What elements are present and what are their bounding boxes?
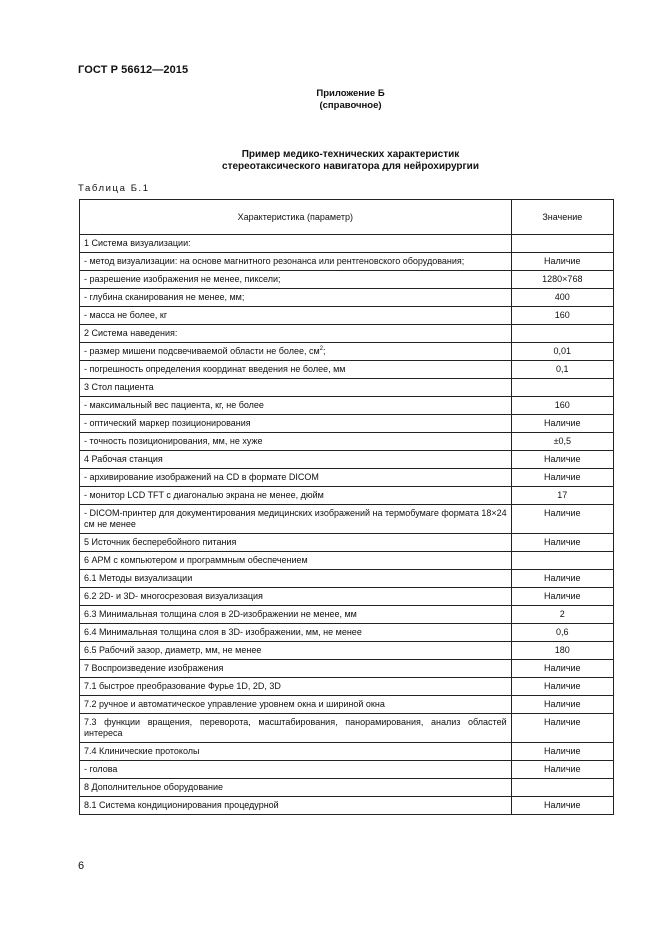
value-cell: 0,6: [511, 624, 613, 642]
parameter-text: 4 Рабочая станция: [84, 454, 163, 464]
table-row: [80, 271, 614, 289]
table-row: [80, 779, 614, 797]
parameter-cell: [80, 588, 512, 606]
value-cell: Наличие: [511, 714, 613, 743]
parameter-cell: [80, 397, 512, 415]
value-cell: [511, 325, 613, 343]
table-row: [80, 325, 614, 343]
standard-designation: ГОСТ Р 56612—2015: [78, 64, 189, 76]
parameter-text: 8.1 Система кондиционирования процедурной: [84, 800, 279, 810]
table-row: [80, 642, 614, 660]
parameter-text: 8 Дополнительное оборудование: [84, 782, 224, 792]
parameter-cell: [80, 451, 512, 469]
parameter-text: 7.2 ручное и автоматическое управление уровнем окна и шириной окна: [84, 699, 385, 709]
parameter-cell: [80, 289, 512, 307]
parameter-text: 7.4 Клинические протоколы: [84, 746, 200, 756]
parameter-cell: [80, 343, 512, 361]
value-cell: [511, 235, 613, 253]
parameter-text: - размер мишени подсвечиваемой области не более, см: [84, 346, 320, 356]
table-header-row: [80, 200, 614, 235]
parameter-text: 3 Стол пациента: [84, 382, 154, 392]
document-title-line1: Пример медико-технических характеристик: [241, 149, 460, 160]
value-cell: Наличие: [511, 253, 613, 271]
parameter-cell: [80, 642, 512, 660]
value-cell: Наличие: [511, 534, 613, 552]
table-row: [80, 588, 614, 606]
value-cell: 17: [511, 487, 613, 505]
parameter-cell: [80, 469, 512, 487]
parameter-text: 5 Источник бесперебойного питания: [84, 537, 237, 547]
parameter-text: 7.3 функции вращения, переворота, масштабирования, панорамирования, анализ областей интереса: [84, 717, 507, 738]
page-number: 6: [78, 860, 85, 872]
parameter-text: 2 Система наведения:: [84, 328, 178, 338]
parameter-cell: [80, 534, 512, 552]
parameter-cell: [80, 779, 512, 797]
table-row: [80, 379, 614, 397]
table-label: Таблица Б.1: [78, 183, 150, 194]
value-cell: 160: [511, 397, 613, 415]
parameter-cell: [80, 271, 512, 289]
value-cell: [511, 779, 613, 797]
value-cell: Наличие: [511, 415, 613, 433]
parameter-text: 6.4 Минимальная толщина слоя в 3D- изображении, мм, не менее: [84, 627, 362, 637]
value-cell: Наличие: [511, 469, 613, 487]
value-cell: [511, 379, 613, 397]
parameter-text: - разрешение изображения не менее, пиксели;: [84, 274, 281, 284]
table-row: [80, 307, 614, 325]
value-cell: [511, 552, 613, 570]
table-row: [80, 235, 614, 253]
parameter-text: - монитор LCD TFT с диагональю экрана не менее, дюйм: [84, 490, 324, 500]
value-cell: 160: [511, 307, 613, 325]
parameter-cell: [80, 307, 512, 325]
column-header-parameter: Характеристика (параметр): [80, 200, 512, 235]
table-row: [80, 552, 614, 570]
parameter-cell: [80, 678, 512, 696]
document-title-line2: стереотаксического навигатора для нейрохирургии: [222, 161, 479, 172]
value-cell: Наличие: [511, 660, 613, 678]
parameter-cell: [80, 487, 512, 505]
table-row: [80, 570, 614, 588]
table-body: [80, 235, 614, 815]
parameter-cell: [80, 570, 512, 588]
parameter-cell: [80, 743, 512, 761]
table-row: [80, 714, 614, 743]
parameter-text: - точность позиционирования, мм, не хуже: [84, 436, 263, 446]
parameter-text: - максимальный вес пациента, кг, не более: [84, 400, 264, 410]
value-cell: Наличие: [511, 678, 613, 696]
table-row: [80, 397, 614, 415]
parameter-cell: [80, 606, 512, 624]
superscript-text: 2: [319, 346, 324, 352]
table-row: [80, 415, 614, 433]
parameter-text: 6 АРМ с компьютером и программным обеспечением: [84, 555, 308, 565]
parameter-text: 6.3 Минимальная толщина слоя в 2D-изображении не менее, мм: [84, 609, 357, 619]
value-cell: Наличие: [511, 570, 613, 588]
value-cell: 2: [511, 606, 613, 624]
parameter-cell: [80, 714, 512, 743]
table-row: [80, 469, 614, 487]
parameter-text: 6.5 Рабочий зазор, диаметр, мм, не менее: [84, 645, 262, 655]
parameter-text: - погрешность определения координат введения не более, мм: [84, 364, 346, 374]
parameter-text: 7 Воспроизведение изображения: [84, 663, 224, 673]
appendix-note: (справочное): [319, 100, 382, 111]
parameter-cell: [80, 696, 512, 714]
value-cell: 1280×768: [511, 271, 613, 289]
parameter-text: - DICOM-принтер для документирования медицинских изображений на термобумаге формата 18×24 см не менее: [84, 508, 507, 529]
parameter-cell: [80, 505, 512, 534]
parameter-text: - архивирование изображений на CD в формате DICOM: [84, 472, 319, 482]
value-cell: Наличие: [511, 743, 613, 761]
parameter-cell: [80, 433, 512, 451]
parameter-text: - голова: [84, 764, 118, 774]
table-row: [80, 696, 614, 714]
table-row: [80, 361, 614, 379]
parameter-cell: [80, 325, 512, 343]
parameter-text: - метод визуализации: на основе магнитного резонанса или рентгеновского оборудования;: [84, 256, 465, 266]
table-row: [80, 534, 614, 552]
value-cell: Наличие: [511, 588, 613, 606]
parameter-cell: [80, 660, 512, 678]
value-cell: Наличие: [511, 505, 613, 534]
column-header-value: Значение: [511, 200, 613, 235]
table-row: [80, 660, 614, 678]
parameter-text: - оптический маркер позиционирования: [84, 418, 251, 428]
value-cell: Наличие: [511, 797, 613, 815]
table-row: [80, 761, 614, 779]
value-cell: Наличие: [511, 451, 613, 469]
parameter-text: 6.1 Методы визуализации: [84, 573, 193, 583]
value-cell: 180: [511, 642, 613, 660]
appendix-heading: Приложение Б: [316, 88, 385, 99]
parameter-cell: [80, 624, 512, 642]
value-cell: 0,01: [511, 343, 613, 361]
value-cell: 0,1: [511, 361, 613, 379]
parameter-cell: [80, 361, 512, 379]
parameter-cell: [80, 552, 512, 570]
table-row: [80, 743, 614, 761]
parameter-text: - глубина сканирования не менее, мм;: [84, 292, 245, 302]
table-row: [80, 289, 614, 307]
value-cell: Наличие: [511, 761, 613, 779]
value-cell: 400: [511, 289, 613, 307]
table-row: [80, 487, 614, 505]
parameter-text: 1 Система визуализации:: [84, 238, 191, 248]
parameter-cell: [80, 415, 512, 433]
value-cell: Наличие: [511, 696, 613, 714]
table-row: [80, 624, 614, 642]
parameter-cell: [80, 797, 512, 815]
table-row: [80, 678, 614, 696]
value-cell: ±0,5: [511, 433, 613, 451]
table-row: [80, 606, 614, 624]
table-row: [80, 505, 614, 534]
parameter-text: 6.2 2D- и 3D- многосрезовая визуализация: [84, 591, 263, 601]
specification-table: [79, 199, 614, 815]
parameter-suffix: ;: [323, 346, 326, 356]
table-row: [80, 433, 614, 451]
parameter-text: 7.1 быстрое преобразование Фурье 1D, 2D, 3D: [84, 681, 281, 691]
table-row: [80, 343, 614, 361]
parameter-text: - масса не более, кг: [84, 310, 168, 320]
table-row: [80, 797, 614, 815]
parameter-cell: [80, 253, 512, 271]
parameter-cell: [80, 235, 512, 253]
parameter-cell: [80, 761, 512, 779]
parameter-cell: [80, 379, 512, 397]
table-row: [80, 451, 614, 469]
table-row: [80, 253, 614, 271]
